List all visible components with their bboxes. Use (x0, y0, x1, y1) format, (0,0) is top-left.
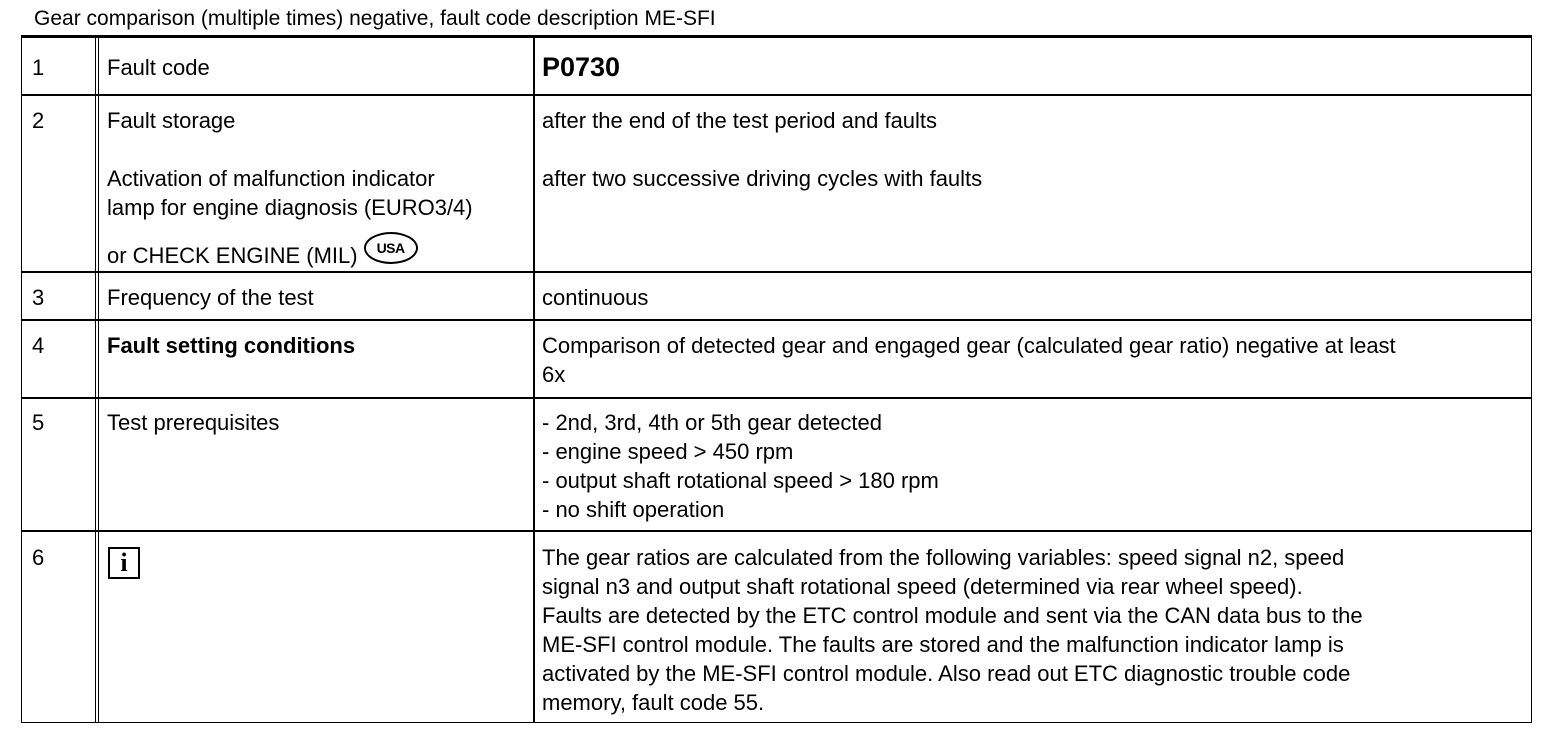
info-icon: i (108, 547, 140, 579)
row-label: Test prerequisites (107, 410, 280, 435)
fault-code-value: P0730 (542, 52, 621, 82)
row-number: 2 (32, 108, 45, 133)
row-value-secondary: after two successive driving cycles with faults (542, 166, 983, 191)
row-label: Fault storage (107, 108, 236, 133)
value-line: ME-SFI control module. The faults are stored and the malfunction indicator lamp is (542, 632, 1344, 657)
value-line: Faults are detected by the ETC control module and sent via the CAN data bus to the (542, 603, 1363, 628)
fault-code-table (21, 35, 1532, 723)
column-divider (98, 38, 99, 722)
value-line: The gear ratios are calculated from the following variables: speed signal n2, speed (542, 545, 1345, 570)
value-line: memory, fault code 55. (542, 690, 765, 715)
value-line: signal n3 and output shaft rotational speed (determined via rear wheel speed). (542, 574, 1303, 599)
row-label: Fault setting conditions (107, 333, 356, 358)
row-divider (22, 319, 1531, 321)
row-value (542, 331, 1527, 389)
value-line: 6x (542, 362, 566, 387)
row-number: 3 (32, 285, 45, 310)
column-divider (95, 38, 96, 722)
usa-badge-icon: USA (364, 232, 418, 264)
row-divider (22, 94, 1531, 96)
label-line: Activation of malfunction indicator (107, 166, 435, 191)
list-item: - no shift operation (542, 497, 725, 522)
list-item: - engine speed > 450 rpm (542, 439, 794, 464)
row-divider (22, 397, 1531, 399)
row-value (542, 543, 1527, 717)
row-number: 5 (32, 410, 45, 435)
row-divider (22, 530, 1531, 532)
row-value: after the end of the test period and faults (542, 108, 938, 133)
row-value: continuous (542, 285, 649, 310)
value-line: activated by the ME-SFI control module. Also read out ETC diagnostic trouble code (542, 661, 1351, 686)
prerequisite-list (542, 408, 1527, 524)
row-label: Fault code (107, 55, 210, 80)
label-line-with-badge (107, 232, 527, 270)
page-title: Gear comparison (multiple times) negative, fault code description ME-SFI (34, 7, 716, 30)
label-line: or CHECK ENGINE (MIL) (107, 243, 358, 268)
row-number: 1 (32, 55, 45, 80)
column-divider (533, 38, 535, 722)
list-item: - 2nd, 3rd, 4th or 5th gear detected (542, 410, 883, 435)
row-number: 6 (32, 545, 45, 570)
row-number: 4 (32, 333, 45, 358)
row-label-secondary (107, 164, 527, 270)
list-item: - output shaft rotational speed > 180 rpm (542, 468, 939, 493)
row-divider (22, 271, 1531, 273)
label-line: lamp for engine diagnosis (EURO3/4) (107, 195, 473, 220)
row-label: Frequency of the test (107, 285, 314, 310)
value-line: Comparison of detected gear and engaged gear (calculated gear ratio) negative at least (542, 333, 1396, 358)
